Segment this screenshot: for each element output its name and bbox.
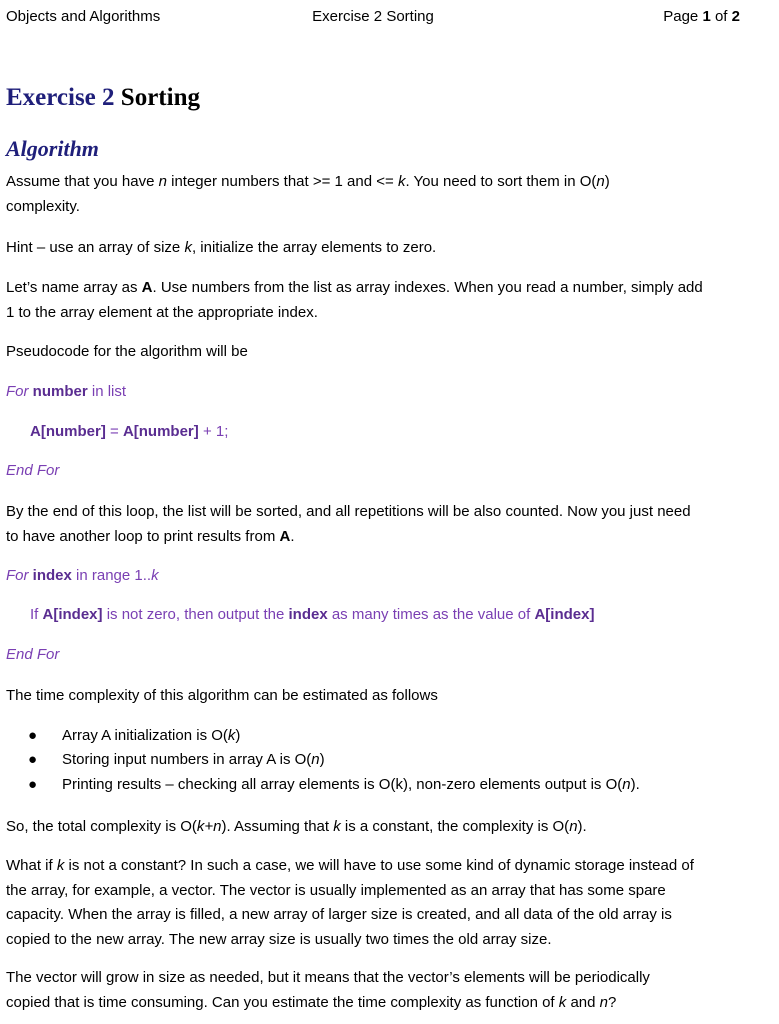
paragraph-dynamic-storage: What if k is not a constant? In such a case, we will have to use some kind of dynamic storage instead of the array, for example, a vector. The vector is usually implemented as an array that has some spare capacity. When the array is filled, a new array of larger size is created, and all data of the old array is copied to the new array. The new array size is usually two times the old array size. bbox=[6, 857, 694, 948]
paragraph-complexity-intro: The time complexity of this algorithm can be estimated as follows bbox=[6, 687, 438, 704]
code-if-output: If A[index] is not zero, then output the index as many times as the value of A[index] bbox=[30, 606, 595, 623]
document-page: Objects and Algorithms Exercise 2 Sorting Page 1 of 2 Exercise 2 Sorting Algorithm Assume that you have n integer numbers that >= 1 and <= k. You need to sort them in O(n) complexity. Hint – use an array of size k, initialize the array elements to zero. Let’s name array as A. Use numbers from the list as array indexes. When you read a number, simply add 1 to the array element at the appropriate index. Pseudocode for the algorithm will be For number in list A[number] = A[number] + 1; End For By the end of this loop, the list will be sorted, and all repetitions will be also counted. Now you just need to have another loop to print results from A. For index in range 1..k If A[index] is not zero, then output the index as many times as the value of A[index] End For The time complexity of this algorithm can be estimated as follows ● Array A initialization is O(k) ● Storing input numbers in array A is O(n) ● Printing results – checking all array elements is O(k), non-zero elements output is O(n). So, the total complexity is O(k+n). Assuming that k is a constant, the complexity is O(n). What if k is not a constant? In such a case, we will have to use some kind of dynamic storage instead of the array, for example, a vector. The vector is usually implemented as an array that has some spare capacity. When the array is filled, a new array of larger size is created, and all data of the old array is copied to the new array. The new array size is usually two times the old array size. The vector will grow in size as needed, but it means that the vector’s elements will be periodically copied that is time consuming. Can you estimate the time complexity as function of k and n? bbox=[0, 0, 779, 1024]
code-end-for-2: End For bbox=[6, 646, 60, 663]
paragraph-array: Let’s name array as A. Use numbers from the list as array indexes. When you read a number, simply add 1 to the array element at the appropriate index. bbox=[6, 279, 703, 321]
paragraph-hint: Hint – use an array of size k, initialize the array elements to zero. bbox=[6, 239, 437, 256]
code-end-for-1: End For bbox=[6, 462, 60, 479]
paragraph-loop-end: By the end of this loop, the list will be sorted, and all repetitions will be also counted. Now you just need to have another loop to print results from A. bbox=[6, 503, 691, 545]
paragraph-pseudocode-intro: Pseudocode for the algorithm will be bbox=[6, 343, 248, 360]
section-heading: Algorithm bbox=[6, 136, 99, 161]
code-for-index: For index in range 1..k bbox=[6, 567, 159, 584]
header-center: Exercise 2 Sorting bbox=[312, 8, 434, 25]
paragraph-vector-growth: The vector will grow in size as needed, but it means that the vector’s elements will be periodically copied that is time consuming. Can you estimate the time complexity as function of k and n? bbox=[6, 969, 650, 1011]
page-header bbox=[6, 8, 740, 30]
code-body-increment: A[number] = A[number] + 1; bbox=[30, 423, 229, 440]
header-page-number: Page 1 of 2 bbox=[663, 8, 740, 25]
code-for-number: For number in list bbox=[6, 383, 127, 400]
header-left: Objects and Algorithms bbox=[6, 8, 161, 25]
paragraph-intro: Assume that you have n integer numbers that >= 1 and <= k. You need to sort them in O(n) complexity. bbox=[6, 173, 610, 215]
page-title: Exercise 2 Sorting bbox=[6, 84, 200, 111]
paragraph-total-complexity: So, the total complexity is O(k+n). Assuming that k is a constant, the complexity is O(n). bbox=[6, 818, 587, 835]
